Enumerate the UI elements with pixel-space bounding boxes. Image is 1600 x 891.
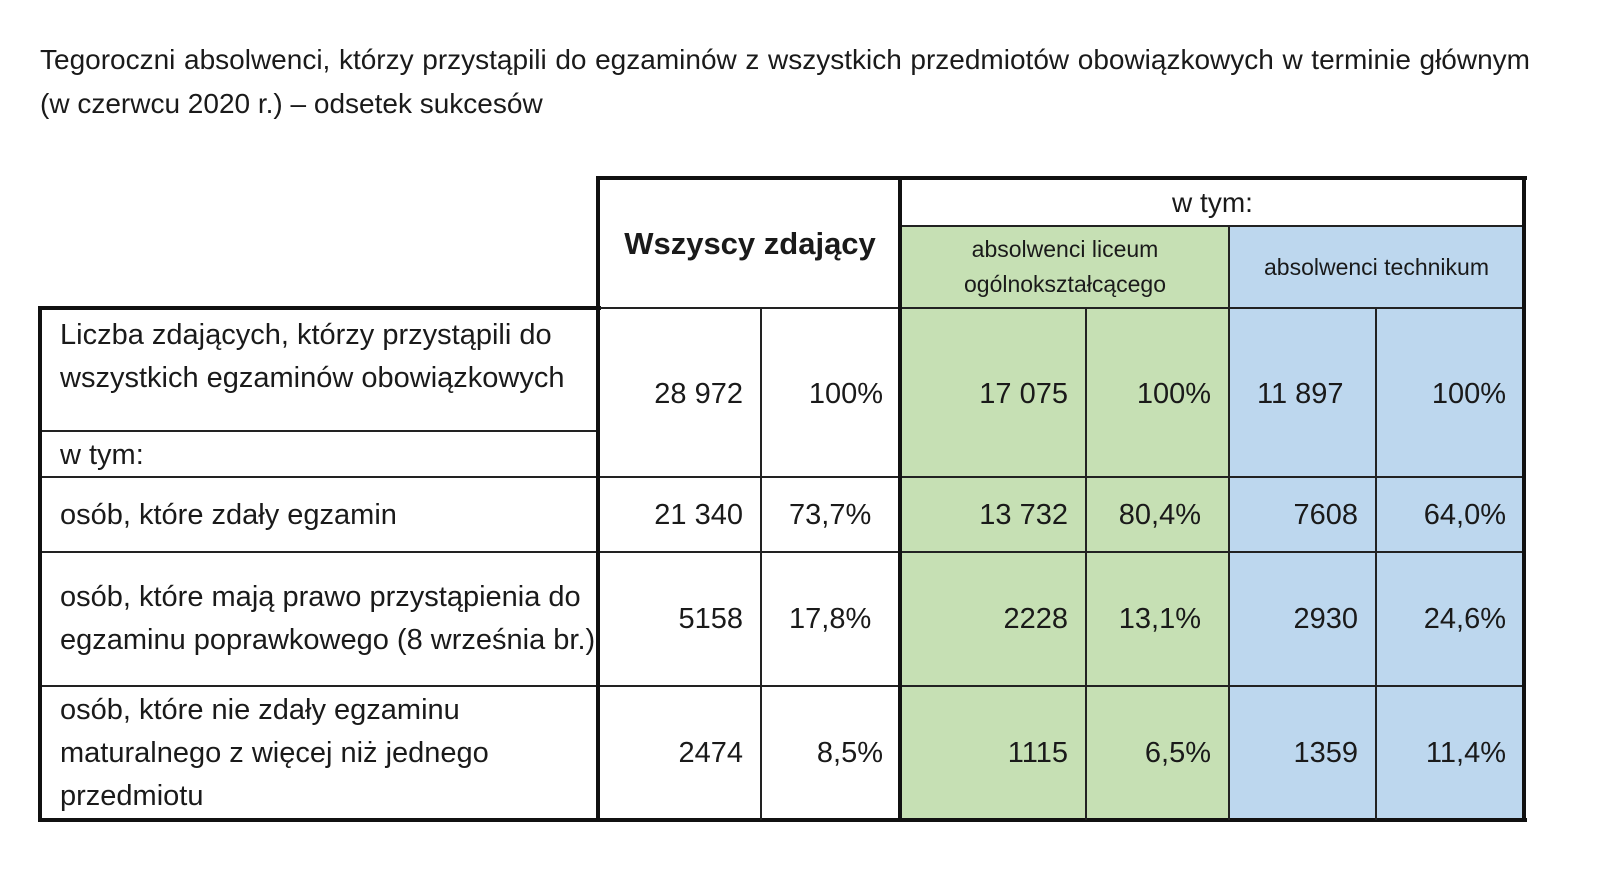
total-all-count: 28 972	[654, 377, 743, 410]
retake-all-percent: 17,8%	[789, 602, 872, 635]
retake-tech-percent: 24,6%	[1423, 602, 1506, 635]
total-tech-percent: 100%	[1431, 377, 1506, 410]
row-label-failed: osób, które nie zdały egzaminu maturalnego z więcej niż jednego przedmiotu	[60, 693, 489, 812]
passed-tech-percent: 64,0%	[1423, 498, 1506, 531]
passed-all-percent: 73,7%	[789, 498, 872, 531]
passed-all-count: 21 340	[654, 498, 743, 531]
divider-line	[42, 685, 1524, 687]
column-divider	[1375, 308, 1377, 820]
table-section-border	[596, 176, 600, 822]
total-lo-count: 17 075	[979, 377, 1068, 410]
divider-line	[42, 430, 599, 432]
table-section-border	[898, 176, 902, 822]
passed-tech-count: 7608	[1293, 498, 1358, 531]
failed-tech-count: 1359	[1293, 736, 1358, 769]
retake-tech-count: 2930	[1293, 602, 1358, 635]
header-all-candidates: Wszyscy zdający	[624, 226, 876, 261]
total-all-percent: 100%	[808, 377, 883, 410]
divider-line	[42, 476, 1524, 478]
table-left-border	[38, 306, 42, 822]
retake-all-count: 5158	[678, 602, 743, 635]
row-label-passed: osób, które zdały egzamin	[60, 498, 397, 531]
table-bottom-border	[38, 818, 1527, 822]
failed-all-count: 2474	[678, 736, 743, 769]
column-divider	[760, 308, 762, 820]
retake-lo-percent: 13,1%	[1118, 602, 1201, 635]
page-title: Tegoroczni absolwenci, którzy przystąpili do egzaminów z wszystkich przedmiotów obowiązkowych w terminie głównym (w czerwcu 2020 r.) – odsetek sukcesów	[40, 44, 1530, 119]
failed-lo-count: 1115	[1007, 736, 1068, 769]
divider-line	[901, 225, 1524, 227]
column-divider	[1085, 308, 1087, 820]
passed-lo-percent: 80,4%	[1118, 498, 1201, 531]
table-top-border	[597, 176, 1527, 180]
failed-all-percent: 8,5%	[816, 736, 883, 769]
divider-line	[599, 307, 1524, 309]
total-tech-count: 11 897	[1257, 377, 1344, 410]
row-label-retake: osób, które mają prawo przystąpienia do egzaminu poprawkowego (8 września br.)	[60, 581, 596, 656]
row-label-w-tym: w tym:	[60, 438, 144, 471]
row-label-total: Liczba zdających, którzy przystąpili do wszystkich egzaminów obowiązkowych	[60, 319, 565, 394]
retake-lo-count: 2228	[1003, 602, 1068, 635]
column-divider	[1228, 226, 1230, 820]
header-tech-graduates: absolwenci technikum	[1263, 253, 1489, 280]
header-w-tym: w tym:	[1172, 187, 1253, 218]
total-lo-percent: 100%	[1136, 377, 1211, 410]
failed-tech-percent: 11,4%	[1425, 736, 1506, 769]
failed-lo-percent: 6,5%	[1144, 736, 1211, 769]
divider-line	[42, 551, 1524, 553]
header-lo-graduates: absolwenci liceum ogólnokształcącego	[963, 236, 1167, 297]
passed-lo-count: 13 732	[979, 498, 1068, 531]
table-top-border	[40, 306, 601, 310]
table-right-border	[1522, 176, 1526, 822]
